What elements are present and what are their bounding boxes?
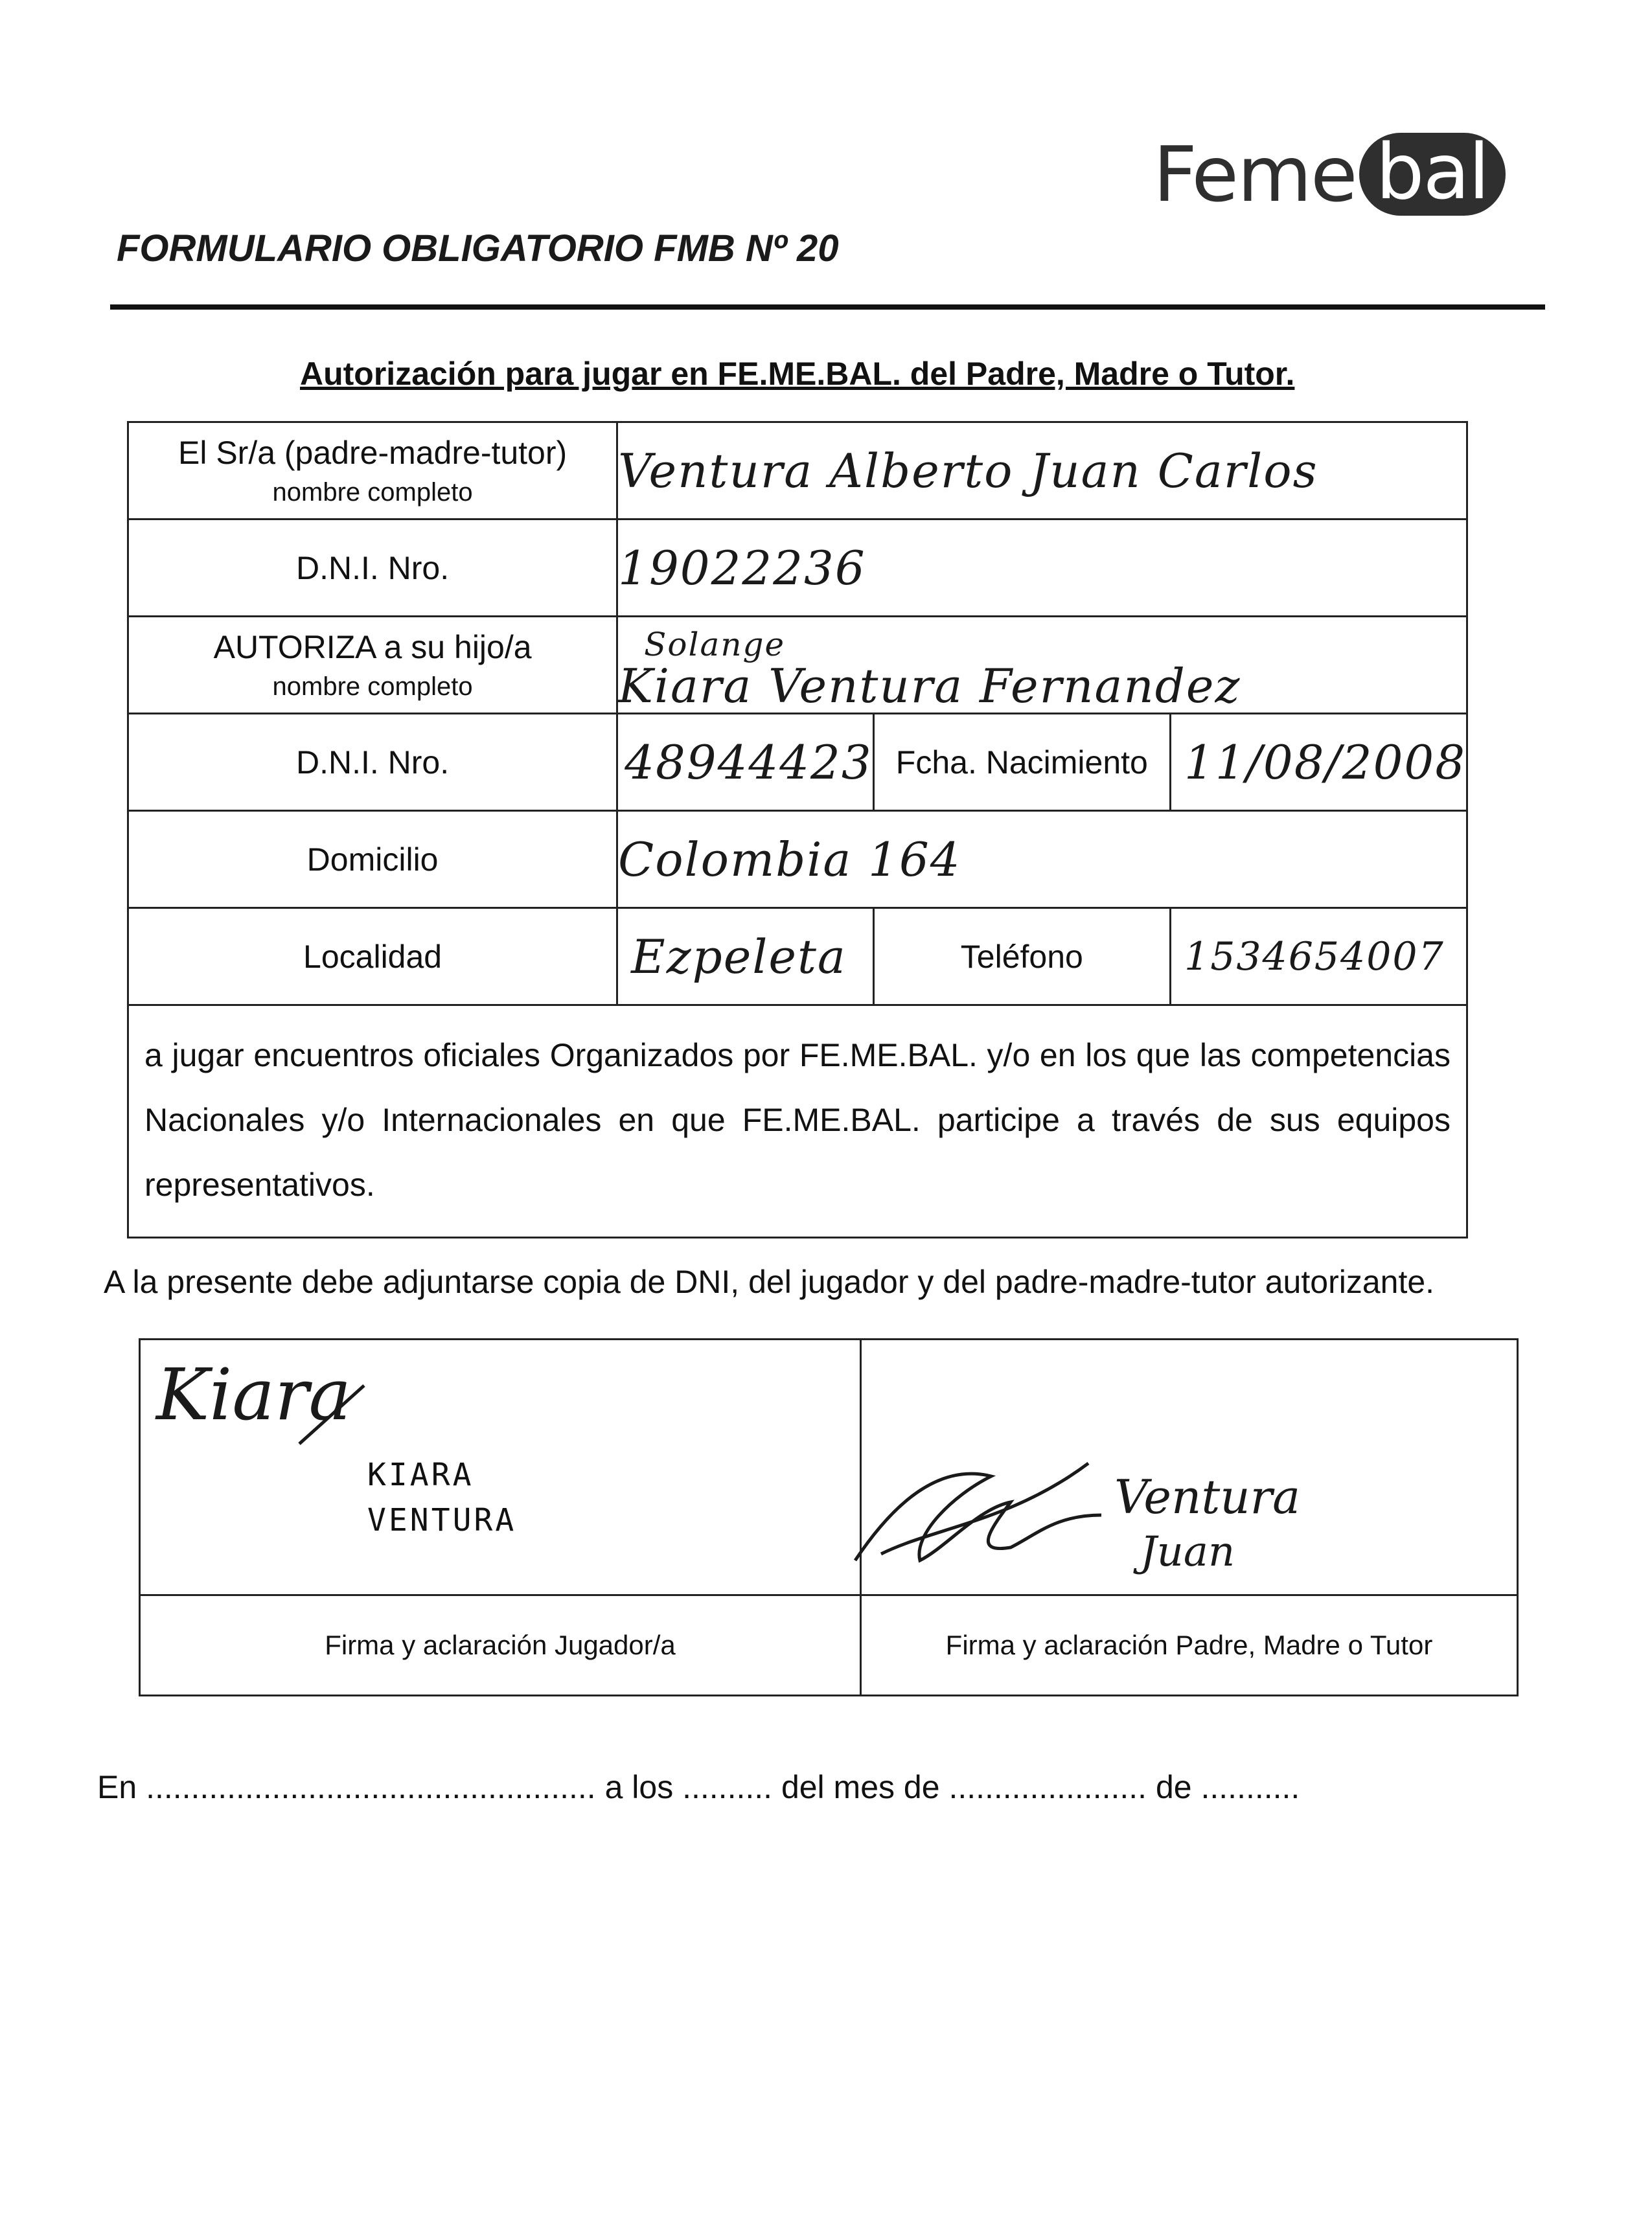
form-subtitle: Autorización para jugar en FE.ME.BAL. del Padre, Madre o Tutor.: [300, 356, 1295, 392]
child-sub-label: nombre completo: [272, 672, 473, 701]
parent-signature-caption: Firma y aclaración Padre, Madre o Tutor: [861, 1595, 1518, 1696]
table-row: [128, 519, 1467, 617]
parent-label-cell: [128, 422, 617, 519]
logo-text: Feme: [1153, 130, 1357, 219]
parent-dni-field[interactable]: 19022236: [617, 519, 1467, 617]
logo-pill-text: bal: [1359, 133, 1506, 216]
authorization-table: [127, 421, 1468, 1238]
footer-month-blank[interactable]: ......................: [948, 1769, 1147, 1805]
child-dni-field[interactable]: 48944423: [617, 714, 873, 811]
address-label: Domicilio: [128, 811, 617, 908]
table-row: [140, 1340, 1518, 1595]
femebal-logo: [1153, 127, 1506, 219]
birth-label: Fcha. Nacimiento: [873, 714, 1170, 811]
player-printed-name-first: KIARA: [367, 1457, 474, 1493]
parent-signature-scribble-icon: [842, 1424, 1114, 1573]
player-signature-caption: Firma y aclaración Jugador/a: [140, 1595, 861, 1696]
player-signature: Kiara: [156, 1353, 352, 1436]
parent-signature-field[interactable]: [861, 1340, 1518, 1595]
signature-table: [139, 1338, 1519, 1696]
parent-sub-label: nombre completo: [272, 478, 473, 507]
locality-field[interactable]: Ezpeleta: [617, 908, 873, 1005]
child-name-value: Kiara Ventura Fernandez: [618, 658, 1241, 713]
authorization-text: a jugar encuentros oficiales Organizados por FE.ME.BAL. y/o en los que las competencias Nacionales y/o Internacionales en que FE.ME.BAL. participe a través de sus equipos representativos.: [128, 1005, 1467, 1238]
footer-del-mes-de: del mes de: [781, 1769, 940, 1805]
table-row: [128, 811, 1467, 908]
footer-a-los: a los: [604, 1769, 674, 1805]
table-row: [128, 617, 1467, 714]
table-row: [128, 422, 1467, 519]
parent-handwritten-name-1: Ventura: [1114, 1470, 1301, 1524]
player-printed-name-last: VENTURA: [367, 1502, 517, 1538]
child-label: AUTORIZA a su hijo/a: [213, 629, 532, 665]
birth-date-field[interactable]: 11/08/2008: [1171, 714, 1467, 811]
footer-en: En: [97, 1769, 137, 1805]
child-dni-label: D.N.I. Nro.: [128, 714, 617, 811]
locality-label: Localidad: [128, 908, 617, 1005]
attachment-notice: A la presente debe adjuntarse copia de DNI, del jugador y del padre-madre-tutor autorizante.: [104, 1264, 1435, 1300]
table-row: [128, 908, 1467, 1005]
parent-label: El Sr/a (padre-madre-tutor): [178, 435, 568, 471]
phone-field[interactable]: 1534654007: [1171, 908, 1467, 1005]
title-rule: [110, 304, 1545, 310]
form-title: FORMULARIO OBLIGATORIO FMB Nº 20: [117, 227, 839, 269]
table-row: [128, 1005, 1467, 1238]
footer-day-blank[interactable]: ..........: [682, 1769, 773, 1805]
table-row: [128, 714, 1467, 811]
footer-de: de: [1155, 1769, 1192, 1805]
child-name-field[interactable]: [617, 617, 1467, 714]
player-signature-field[interactable]: [140, 1340, 861, 1595]
child-label-cell: [128, 617, 617, 714]
date-place-line: [97, 1768, 1300, 1806]
parent-name-field[interactable]: Ventura Alberto Juan Carlos: [617, 422, 1467, 519]
footer-year-blank[interactable]: ...........: [1200, 1769, 1300, 1805]
address-field[interactable]: Colombia 164: [617, 811, 1467, 908]
table-row: [140, 1595, 1518, 1696]
phone-label: Teléfono: [873, 908, 1170, 1005]
signature-stroke-icon: [293, 1379, 371, 1450]
parent-dni-label: D.N.I. Nro.: [128, 519, 617, 617]
child-name-extra: Solange: [644, 625, 786, 663]
parent-handwritten-name-2: Juan: [1140, 1528, 1235, 1576]
footer-place-blank[interactable]: ..................................................: [146, 1769, 596, 1805]
